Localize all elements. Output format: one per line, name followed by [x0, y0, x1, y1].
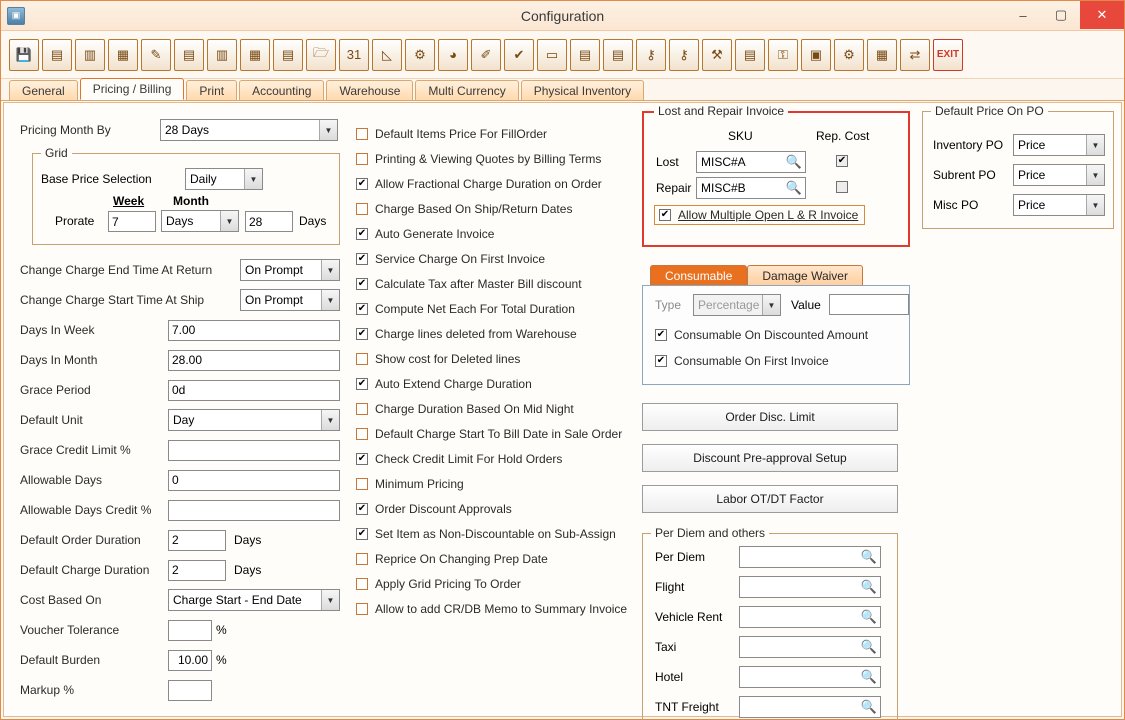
pricing-month-by-value: 28 Days: [165, 123, 210, 137]
checkbox-icon: ✔: [357, 527, 367, 539]
checkbox-charge-lines-deleted-warehouse[interactable]: [356, 321, 638, 346]
field-row-default-charge-duration: [20, 557, 356, 583]
checkbox-icon: ✔: [357, 377, 367, 389]
days-in-week-label: Days In Week: [20, 323, 95, 337]
hotel-input[interactable]: [739, 666, 881, 688]
inventory-po-value: Price: [1018, 138, 1046, 152]
chevron-down-icon[interactable]: ▼: [1086, 135, 1104, 155]
field-row-allowable-days-credit: [20, 497, 356, 523]
consumable-panel: [642, 285, 910, 385]
checkbox-set-item-non-discountable[interactable]: [356, 521, 638, 546]
checkbox-charge-based-ship-return[interactable]: [356, 196, 638, 221]
field-row-default-unit: [20, 407, 356, 433]
checkbox-service-charge-first-invoice[interactable]: [356, 246, 638, 271]
taxi-label: Taxi: [655, 640, 677, 654]
subrent-po-select[interactable]: [1013, 164, 1105, 186]
chevron-down-icon[interactable]: ▼: [1086, 165, 1104, 185]
subrent-po-value: Price: [1018, 168, 1046, 182]
chevron-down-icon[interactable]: ▼: [321, 260, 339, 280]
checkbox-label: Allow to add CR/DB Memo to Summary Invoice: [375, 601, 628, 616]
discount-preapproval-setup-label: Discount Pre-approval Setup: [693, 451, 847, 465]
grace-credit-limit-input[interactable]: [168, 440, 340, 461]
default-unit-value: Day: [173, 413, 195, 427]
checkbox-icon: ✔: [656, 328, 666, 340]
folder-icon[interactable]: 🗁: [306, 39, 336, 71]
prorate-month-input[interactable]: [245, 211, 293, 232]
checkbox-label: Calculate Tax after Master Bill discount: [375, 276, 582, 291]
tnt-freight-input[interactable]: [739, 696, 881, 718]
change-charge-start-time-value: On Prompt: [245, 293, 304, 307]
tab-print[interactable]: Print: [186, 80, 237, 100]
checkbox-icon: [356, 353, 368, 365]
chevron-down-icon[interactable]: ▼: [321, 290, 339, 310]
checkbox-minimum-pricing[interactable]: [356, 471, 638, 496]
lost-repair-caption: Lost and Repair Invoice: [654, 104, 788, 118]
field-row-days-in-week: [20, 317, 356, 343]
prorate-week-input[interactable]: [108, 211, 156, 232]
exit-icon[interactable]: EXIT: [933, 39, 963, 71]
checkbox-label: Compute Net Each For Total Duration: [375, 301, 575, 316]
field-row-allowable-days: [20, 467, 356, 493]
checkbox-reprice-changing-prep-date[interactable]: [356, 546, 638, 571]
change-charge-end-time-label: Change Charge End Time At Return: [20, 263, 213, 277]
default-order-duration-unit: Days: [234, 533, 262, 547]
checkbox-check-credit-limit-hold-orders[interactable]: [356, 446, 638, 471]
change-charge-start-time-label: Change Charge Start Time At Ship: [20, 293, 205, 307]
checkbox-compute-net-each-total-duration[interactable]: [356, 296, 638, 321]
allowable-days-input[interactable]: [168, 470, 340, 491]
consumable-value-input[interactable]: [829, 294, 909, 315]
tab-general[interactable]: General: [9, 80, 78, 100]
tnt-freight-label: TNT Freight: [655, 700, 719, 714]
checkbox-icon: [356, 153, 368, 165]
inventory-po-select[interactable]: [1013, 134, 1105, 156]
discount-preapproval-setup-button[interactable]: [642, 444, 898, 472]
default-price-po-caption: Default Price On PO: [931, 104, 1048, 118]
tab-physical-inventory[interactable]: Physical Inventory: [521, 80, 644, 100]
vehicle-rent-input[interactable]: [739, 606, 881, 628]
voucher-tolerance-input[interactable]: [168, 620, 212, 641]
subtab-damage-waiver[interactable]: Damage Waiver: [747, 265, 863, 285]
chevron-down-icon[interactable]: ▼: [244, 169, 262, 189]
window-controls: [1004, 1, 1124, 30]
checkbox-show-cost-deleted-lines[interactable]: [356, 346, 638, 371]
tab-accounting[interactable]: Accounting: [239, 80, 324, 100]
days-in-month-label: Days In Month: [20, 353, 98, 367]
days-in-month-input[interactable]: [168, 350, 340, 371]
note-icon[interactable]: ▤: [570, 39, 600, 71]
tab-strip: [1, 79, 1124, 101]
base-price-selection-row: [41, 168, 263, 190]
checkbox-label: Printing & Viewing Quotes by Billing Terms: [375, 151, 602, 166]
measure-icon[interactable]: ◺: [372, 39, 402, 71]
base-price-selection-select[interactable]: [185, 168, 263, 190]
checkbox-label: Apply Grid Pricing To Order: [375, 576, 521, 591]
default-burden-label: Default Burden: [20, 653, 101, 667]
checkbox-icon: [356, 553, 368, 565]
allowable-days-credit-input[interactable]: [168, 500, 340, 521]
checkbox-calculate-tax-after-master-bill[interactable]: [356, 271, 638, 296]
left-column: [20, 117, 340, 697]
prorate-week-unit-select[interactable]: [161, 210, 239, 232]
checkbox-consumable-on-discounted-amount[interactable]: [655, 322, 868, 347]
default-charge-duration-label: Default Charge Duration: [20, 563, 150, 577]
field-row-markup: [20, 677, 356, 703]
consumable-value-label: Value: [791, 298, 821, 312]
lost-repair-invoice-groupbox: [642, 104, 910, 247]
per-diem-groupbox: [642, 526, 898, 720]
right-column: [922, 104, 1114, 229]
field-row-grace-period: [20, 377, 356, 403]
allowable-days-credit-label: Allowable Days Credit %: [20, 503, 152, 517]
taxi-input[interactable]: [739, 636, 881, 658]
chevron-down-icon[interactable]: ▼: [220, 211, 238, 231]
tab-multi-currency[interactable]: Multi Currency: [415, 80, 518, 100]
settings-gear-icon[interactable]: ⚙: [405, 39, 435, 71]
default-charge-duration-unit: Days: [234, 563, 262, 577]
gear2-icon[interactable]: ⚙: [834, 39, 864, 71]
close-button[interactable]: ✕: [1080, 1, 1124, 29]
excel-export-icon[interactable]: ▦: [108, 39, 138, 71]
per-diem-label: Per Diem: [655, 550, 706, 564]
document-icon[interactable]: ▤: [273, 39, 303, 71]
repair-rep-cost-checkbox[interactable]: [836, 181, 848, 193]
change-charge-start-time-select[interactable]: [240, 289, 340, 311]
flight-input[interactable]: [739, 576, 881, 598]
lost-rep-cost-checkbox[interactable]: ✔: [837, 155, 847, 166]
checkbox-icon: ✔: [357, 502, 367, 514]
allow-multiple-label: Allow Multiple Open L & R Invoice: [678, 208, 859, 222]
lost-sku-input[interactable]: [696, 151, 806, 173]
checkbox-label: Auto Generate Invoice: [375, 226, 495, 241]
default-unit-label: Default Unit: [20, 413, 83, 427]
field-row-days-in-month: [20, 347, 356, 373]
week-header: Week: [113, 194, 145, 208]
minimize-button[interactable]: –: [1019, 7, 1027, 23]
search-icon[interactable]: 🔍: [860, 549, 878, 564]
palette-icon[interactable]: ◕: [438, 39, 468, 71]
checkbox-label: Consumable On First Invoice: [674, 353, 829, 368]
checkbox-default-items-price-fillorder[interactable]: [356, 121, 638, 146]
checkbox-label: Consumable On Discounted Amount: [674, 327, 869, 342]
pricing-month-by-row: [20, 117, 340, 143]
voucher-tolerance-label: Voucher Tolerance: [20, 623, 120, 637]
app-icon: ▣: [7, 7, 25, 25]
default-charge-duration-input[interactable]: [168, 560, 226, 581]
base-price-selection-value: Daily: [190, 172, 217, 186]
checkbox-icon: [356, 603, 368, 615]
cost-based-on-select[interactable]: [168, 589, 340, 611]
checkbox-label: Auto Extend Charge Duration: [375, 376, 532, 391]
search-icon[interactable]: 🔍: [860, 639, 878, 654]
grace-period-input[interactable]: [168, 380, 340, 401]
repair-row-label: Repair: [656, 181, 692, 195]
check-circle-icon[interactable]: ✔: [504, 39, 534, 71]
checkbox-label: Set Item as Non-Discountable on Sub-Assign: [375, 526, 616, 541]
checkbox-label: Default Items Price For FillOrder: [375, 126, 548, 141]
order-disc-limit-button[interactable]: [642, 403, 898, 431]
save-icon[interactable]: 💾: [9, 39, 39, 71]
default-order-duration-label: Default Order Duration: [20, 533, 141, 547]
checkbox-icon: ✔: [357, 302, 367, 314]
key2-icon[interactable]: ⚷: [669, 39, 699, 71]
pricing-month-by-label: Pricing Month By: [20, 123, 111, 137]
field-row-change-charge-end-time: [20, 257, 356, 283]
order-disc-limit-label: Order Disc. Limit: [725, 410, 815, 424]
markup-input[interactable]: [168, 680, 212, 701]
checkbox-icon: ✔: [357, 227, 367, 239]
default-unit-select[interactable]: [168, 409, 340, 431]
flight-label: Flight: [655, 580, 685, 594]
checkbox-label: Charge Based On Ship/Return Dates: [375, 201, 573, 216]
checkbox-icon: ✔: [357, 452, 367, 464]
vehicle-rent-label: Vehicle Rent: [655, 610, 723, 624]
change-charge-end-time-select[interactable]: [240, 259, 340, 281]
grace-credit-limit-label: Grace Credit Limit %: [20, 443, 131, 457]
month-header: Month: [173, 194, 209, 208]
edit-icon[interactable]: ✎: [141, 39, 171, 71]
grid-caption: Grid: [41, 146, 72, 160]
misc-po-value: Price: [1018, 198, 1046, 212]
prorate-week-unit-value: Days: [166, 214, 194, 228]
briefcase-icon[interactable]: ▣: [801, 39, 831, 71]
repair-sku-value: MISC#B: [701, 181, 746, 195]
change-charge-end-time-value: On Prompt: [245, 263, 304, 277]
default-price-po-groupbox: [922, 104, 1114, 229]
labor-ot-dt-factor-button[interactable]: [642, 485, 898, 513]
misc-po-select[interactable]: [1013, 194, 1105, 216]
field-row-default-burden: [20, 647, 356, 673]
checkbox-label: Check Credit Limit For Hold Orders: [375, 451, 563, 466]
cost-based-on-label: Cost Based On: [20, 593, 102, 607]
tools-icon[interactable]: ⚒: [702, 39, 732, 71]
checkbox-icon: ✔: [357, 177, 367, 189]
field-row-voucher-tolerance: [20, 617, 356, 643]
checkbox-icon: ✔: [357, 327, 367, 339]
checkbox-label: Minimum Pricing: [375, 476, 464, 491]
main-toolbar: [1, 31, 1124, 79]
checkbox-label: Default Charge Start To Bill Date in Sale Order: [375, 426, 623, 441]
field-row-default-order-duration: [20, 527, 356, 553]
checkbox-label: Reprice On Changing Prep Date: [375, 551, 548, 566]
checkbox-label: Order Discount Approvals: [375, 501, 512, 516]
checkbox-icon: [356, 203, 368, 215]
default-burden-unit: %: [216, 653, 227, 667]
labor-ot-dt-factor-label: Labor OT/DT Factor: [716, 492, 824, 506]
brush-icon[interactable]: ✐: [471, 39, 501, 71]
lost-sku-value: MISC#A: [701, 155, 746, 169]
base-price-selection-label: Base Price Selection: [41, 172, 152, 186]
markup-label: Markup %: [20, 683, 75, 697]
chevron-down-icon[interactable]: ▼: [321, 590, 339, 610]
sku-column-header: SKU: [728, 129, 753, 143]
checkbox-allow-multiple-open-lr-invoice[interactable]: [654, 205, 865, 225]
field-row-grace-credit-limit: [20, 437, 356, 463]
chevron-down-icon[interactable]: ▼: [319, 120, 337, 140]
per-diem-input[interactable]: [739, 546, 881, 568]
field-row-cost-based-on: [20, 587, 356, 613]
checkbox-icon: ✔: [357, 252, 367, 264]
checkbox-icon: [356, 128, 368, 140]
transfer-icon[interactable]: ⇄: [900, 39, 930, 71]
checkbox-auto-generate-invoice[interactable]: [356, 221, 638, 246]
options-checkbox-column: [356, 121, 638, 621]
subtab-consumable[interactable]: Consumable: [650, 265, 747, 285]
days-in-week-input[interactable]: [168, 320, 340, 341]
middle-right-column: [642, 104, 910, 720]
checkbox-printing-viewing-quotes[interactable]: [356, 146, 638, 171]
save-all-icon[interactable]: ▤: [42, 39, 72, 71]
checkbox-icon: ✔: [660, 209, 670, 220]
checkbox-auto-extend-charge-duration[interactable]: [356, 371, 638, 396]
key-icon[interactable]: ⚷: [636, 39, 666, 71]
tab-pricing-billing[interactable]: Pricing / Billing: [80, 78, 185, 100]
tab-warehouse[interactable]: Warehouse: [326, 80, 413, 100]
inventory-po-label: Inventory PO: [933, 138, 1004, 152]
checkbox-label: Charge Duration Based On Mid Night: [375, 401, 574, 416]
misc-po-label: Misc PO: [933, 198, 979, 212]
search-icon[interactable]: 🔍: [860, 669, 878, 684]
checkbox-label: Allow Fractional Charge Duration on Order: [375, 176, 602, 191]
checkbox-label: Service Charge On First Invoice: [375, 251, 546, 266]
maximize-button[interactable]: ▢: [1054, 7, 1068, 22]
hotel-label: Hotel: [655, 670, 684, 684]
checkbox-icon: [356, 403, 368, 415]
checkbox-label: Charge lines deleted from Warehouse: [375, 326, 577, 341]
cost-based-on-value: Charge Start - End Date: [173, 593, 302, 607]
card-icon[interactable]: ▭: [537, 39, 567, 71]
search-icon[interactable]: 🔍: [860, 579, 878, 594]
checkbox-default-charge-start-bill-date[interactable]: [356, 421, 638, 446]
per-diem-caption: Per Diem and others: [651, 526, 769, 540]
checkbox-icon: ✔: [357, 277, 367, 289]
title-bar: [1, 1, 1124, 31]
chevron-down-icon[interactable]: ▼: [1086, 195, 1104, 215]
note2-icon[interactable]: ▤: [603, 39, 633, 71]
prorate-month-unit-label: Days: [299, 214, 327, 228]
pricing-month-by-select[interactable]: [160, 119, 338, 141]
voucher-tolerance-unit: %: [216, 623, 227, 637]
search-icon[interactable]: 🔍: [785, 154, 803, 169]
checkbox-label: Show cost for Deleted lines: [375, 351, 521, 366]
repair-sku-input[interactable]: [696, 177, 806, 199]
left-fields: [20, 257, 356, 707]
spreadsheet-icon[interactable]: ▦: [867, 39, 897, 71]
consumable-section: [642, 265, 910, 385]
consumable-tab-strip: [642, 265, 910, 285]
checkbox-icon: ✔: [656, 354, 666, 366]
checkbox-consumable-on-first-invoice[interactable]: [655, 348, 829, 373]
lock-icon[interactable]: ⚿: [768, 39, 798, 71]
grace-period-label: Grace Period: [20, 383, 91, 397]
pricing-billing-panel: [3, 102, 1122, 717]
checkbox-apply-grid-pricing-order[interactable]: [356, 571, 638, 596]
consumable-type-value: Percentage: [698, 298, 760, 312]
clipboard-icon[interactable]: ▤: [735, 39, 765, 71]
calendar-icon[interactable]: 31: [339, 39, 369, 71]
chevron-down-icon[interactable]: ▼: [762, 295, 780, 315]
grid-icon[interactable]: ▦: [240, 39, 270, 71]
report-icon[interactable]: ▤: [174, 39, 204, 71]
currency-icon[interactable]: ▥: [75, 39, 105, 71]
window-title: Configuration: [520, 7, 605, 24]
field-row-change-charge-start-time: [20, 287, 356, 313]
prorate-label: Prorate: [55, 214, 95, 228]
checkbox-allow-add-cr-db-memo[interactable]: [356, 596, 638, 621]
subrent-po-label: Subrent PO: [933, 168, 996, 182]
chevron-down-icon[interactable]: ▼: [321, 410, 339, 430]
calendar-money-icon[interactable]: ▥: [207, 39, 237, 71]
consumable-type-label: Type: [655, 298, 682, 312]
default-order-duration-input[interactable]: [168, 530, 226, 551]
allowable-days-label: Allowable Days: [20, 473, 103, 487]
search-icon[interactable]: 🔍: [860, 699, 878, 714]
lost-row-label: Lost: [656, 155, 679, 169]
default-burden-input[interactable]: [168, 650, 212, 671]
search-icon[interactable]: 🔍: [860, 609, 878, 624]
consumable-type-select[interactable]: [693, 294, 781, 316]
grid-groupbox: [32, 146, 340, 245]
checkbox-order-discount-approvals[interactable]: [356, 496, 638, 521]
rep-cost-column-header: Rep. Cost: [816, 129, 870, 143]
search-icon[interactable]: 🔍: [785, 180, 803, 195]
checkbox-charge-duration-mid-night[interactable]: [356, 396, 638, 421]
checkbox-icon: [356, 578, 368, 590]
checkbox-allow-fractional-charge-duration[interactable]: [356, 171, 638, 196]
checkbox-icon: [356, 428, 368, 440]
checkbox-icon: [356, 478, 368, 490]
